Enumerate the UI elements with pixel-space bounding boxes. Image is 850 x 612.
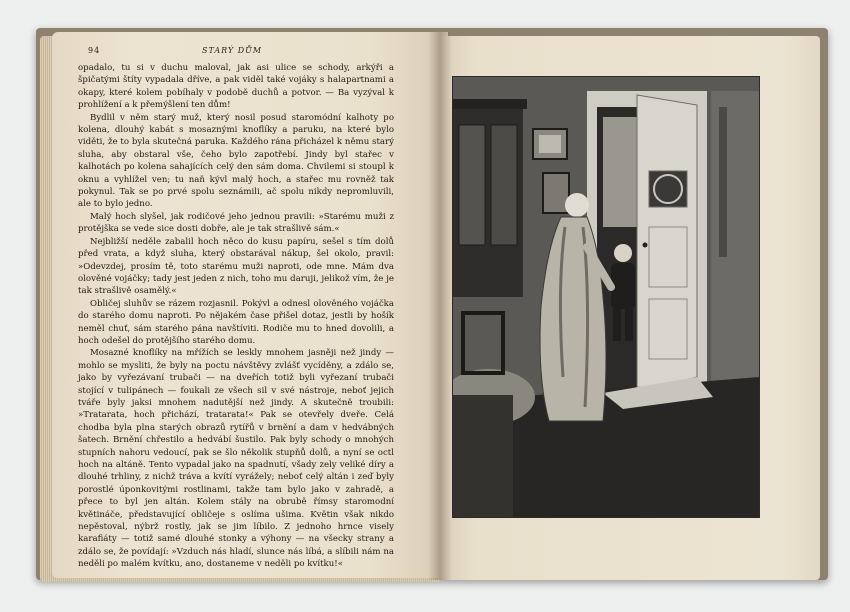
paragraph: opadalo, tu si v duchu maloval, jak asi ulice se schody, arkýři a špičatými štíty vypadala dříve, a pak viděl také vojáky s halapartnami a okapy, které kolem pobíhaly v podobě duchů a potvor. — Ba vyzýval k prohlížení a k přemýšlení ten dům! (78, 63, 394, 111)
running-title: STARÝ DŮM (202, 46, 263, 55)
paragraph: Bydlil v něm starý muž, který nosil posud staromódní kalhoty po kolena, dlouhý kabát s mosaznými knoflíky a paruku, na které bylo viděti, že to byla skutečná paruka. Každého rána přicházel k němu starý sluha, aby obstaral vše, čeho bylo zapotřebí. Jindy byl stařec v kalhotách po kolena sahajících celý den sám doma. Chvilemi si stoupl k oknu a vyhlížel ven; tu naň kývl malý hoch, a stařec mu rovněž tak pokynul. Tak se po prvé spolu seznámili, ač spolu nikdy nepromluvili, ale to bylo jedno. (78, 112, 394, 210)
paragraph: Mosazné knoflíky na mřížích se leskly mnohem jasněji než jindy — mohlo se mysliti, že byly na poctu návštěvy zvlášť vycíděny, a zdálo se, jako by vyřezávaní trubači — na dveřích totiž byli vyřezaní trubači stojící v tulipánech — foukali ze všech sil v své nástroje, neboť jejich tváře byly jaksi mnohem nadutější než jindy. A skutečně troubili: »Tratarata, hoch přichází, tratarata!« Pak se otevřely dveře. Celá chodba byla plna starých obrazů rytířů v brnění a dam v hedvábných šatech. Brnění chřestilo a hedvábí šustilo. Pak byly schody o mnohých stupních nahoru vedoucí, pak se šlo několik stupňů dolů, a nyní se octl hoch na altáně. Tento vypadal jako na spadnutí, všady zely veliké díry a dlouhé trhliny, z nichž tráva a kvítí vyrážely; neboť celý altán i zeď byly porostlé úponkovitými rostlinami, takže tam bylo jako v zahradě, a přece to byl jen altán. Kolem stály na obrubě římsy staromodní květináče, představující obličeje s oslíma ušima. Květin však nikdo nepěstoval, nýbrž rostly, jak se jim líbilo. Z jednoho hrnce visely karafiáty — totiž samé dlouhé stonky a výhony — na všecky strany a zdálo se, že povídají: »Vzduch nás hladí, slunce nás líbá, a slíbili nám na neděli po malém kvítku, ano, dostaneme v neděli po kvítku!« (78, 348, 394, 570)
page-number: 94 (88, 46, 101, 55)
paragraph: Malý hoch slyšel, jak rodičové jeho jednou pravili: »Starému muži z protějška se vede sice dosti dobře, ale je tak strašlivě sám.« (78, 211, 394, 235)
book-gutter (428, 32, 452, 580)
illustration-art (453, 77, 759, 517)
body-text (78, 62, 394, 571)
paragraph: Nejbližší neděle zabalil hoch něco do kusu papíru, sešel s tím dolů před vrata, a když sluha, který obstarával nákup, šel okolo, pravil: »Odevzdej, prosím tě, toto starému muži naproti, ode mne. Mám dva olověné vojáčky; tady jest jeden z nich, toho mu daruji, jelikož vím, že je tak strašlivě osamělý.« (78, 236, 394, 297)
paragraph: Obličej sluhův se rázem rozjasnil. Pokývl a odnesl olověného vojáčka do starého domu naproti. Po nějakém čase přišel dotaz, jestli by hošík neměl chuť, sám starého pána navštíviti. Rodiče mu to hned dovolili, a hoch odešel do protějšího starého domu. (78, 298, 394, 346)
engraving-illustration (452, 76, 760, 518)
